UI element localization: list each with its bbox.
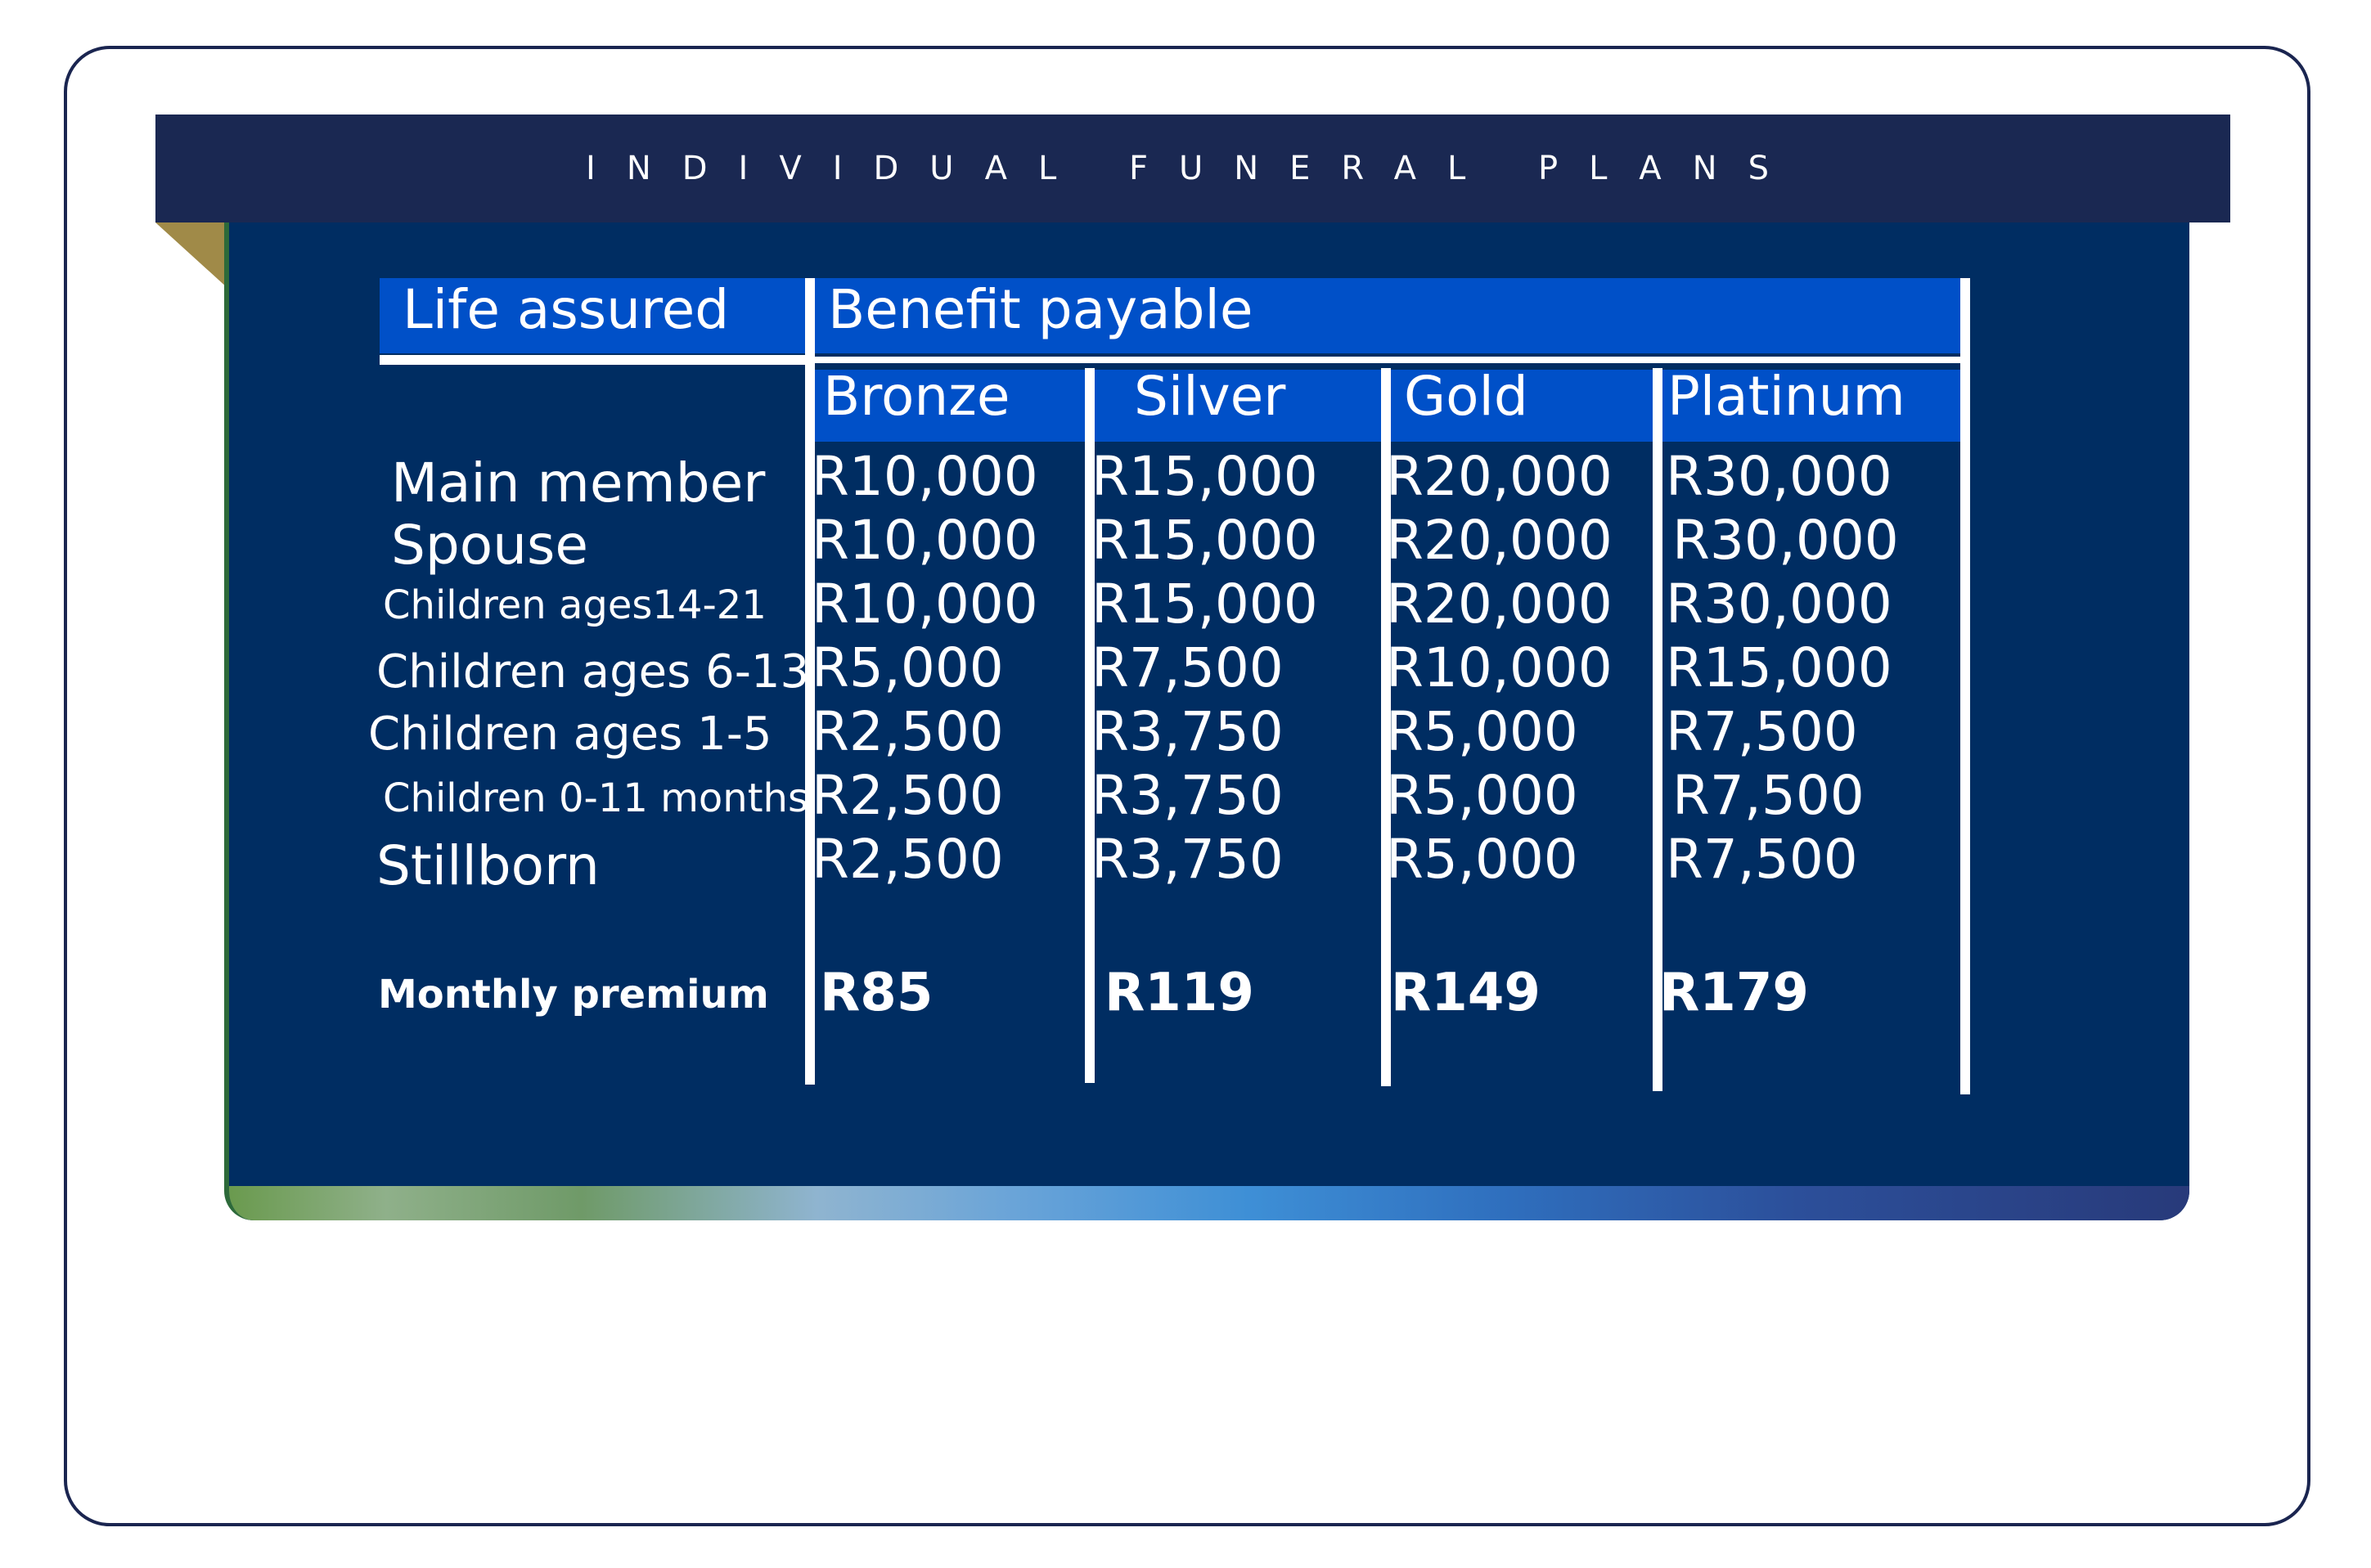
page-title: INDIVIDUAL FUNERAL PLANS xyxy=(586,150,1800,187)
tier-silver: Silver xyxy=(1134,365,1286,428)
value-silver-stillborn: R3,750 xyxy=(1091,828,1284,891)
title-bar xyxy=(155,115,2230,222)
value-platinum-children-14-21: R30,000 xyxy=(1666,573,1892,636)
value-gold-children-0-11: R5,000 xyxy=(1386,764,1578,827)
value-bronze-stillborn: R2,500 xyxy=(812,828,1004,891)
value-silver-children-14-21: R15,000 xyxy=(1091,573,1318,636)
value-silver-children-1-5: R3,750 xyxy=(1091,700,1284,763)
value-bronze-children-1-5: R2,500 xyxy=(812,700,1004,763)
value-gold-stillborn: R5,000 xyxy=(1386,828,1578,891)
value-gold-spouse: R20,000 xyxy=(1386,509,1613,572)
value-silver-main-member: R15,000 xyxy=(1091,445,1318,508)
value-bronze-children-0-11: R2,500 xyxy=(812,764,1004,827)
value-platinum-spouse: R30,000 xyxy=(1672,509,1899,572)
tier-gold: Gold xyxy=(1404,365,1528,428)
row-label-children-6-13: Children ages 6-13 xyxy=(376,645,810,699)
value-bronze-main-member: R10,000 xyxy=(812,445,1038,508)
tier-bronze: Bronze xyxy=(823,365,1010,428)
value-platinum-children-0-11: R7,500 xyxy=(1672,764,1865,827)
header-divider-left xyxy=(380,355,810,365)
value-bronze-spouse: R10,000 xyxy=(812,509,1038,572)
value-gold-children-14-21: R20,000 xyxy=(1386,573,1613,636)
gradient-strip xyxy=(229,1186,2189,1220)
value-gold-children-6-13: R10,000 xyxy=(1386,636,1613,699)
tier-platinum: Platinum xyxy=(1667,365,1905,428)
monthly-premium-label: Monthly premium xyxy=(378,972,769,1018)
row-label-spouse: Spouse xyxy=(391,514,588,577)
premium-platinum: R179 xyxy=(1659,963,1809,1023)
premium-silver: R119 xyxy=(1105,963,1254,1023)
life-assured-header: Life assured xyxy=(403,278,730,341)
value-platinum-children-1-5: R7,500 xyxy=(1666,700,1858,763)
plans-panel xyxy=(224,222,2189,1220)
row-label-children-0-11-months: Children 0-11 months xyxy=(383,775,808,821)
benefit-payable-header: Benefit payable xyxy=(828,278,1253,341)
value-gold-children-1-5: R5,000 xyxy=(1386,700,1578,763)
value-silver-children-6-13: R7,500 xyxy=(1091,636,1284,699)
row-label-children-1-5: Children ages 1-5 xyxy=(368,708,772,761)
premium-bronze: R85 xyxy=(820,963,934,1023)
value-silver-spouse: R15,000 xyxy=(1091,509,1318,572)
value-gold-main-member: R20,000 xyxy=(1386,445,1613,508)
row-label-children-14-21: Children ages14-21 xyxy=(383,582,767,628)
premium-gold: R149 xyxy=(1391,963,1541,1023)
value-silver-children-0-11: R3,750 xyxy=(1091,764,1284,827)
row-label-stillborn: Stillborn xyxy=(376,834,600,897)
value-bronze-children-14-21: R10,000 xyxy=(812,573,1038,636)
column-divider-5 xyxy=(1960,278,1970,1094)
value-bronze-children-6-13: R5,000 xyxy=(812,636,1004,699)
corner-fold xyxy=(155,222,227,288)
value-platinum-stillborn: R7,500 xyxy=(1666,828,1858,891)
row-label-main-member: Main member xyxy=(391,452,766,514)
header-divider-right xyxy=(810,357,1970,363)
value-platinum-main-member: R30,000 xyxy=(1666,445,1892,508)
value-platinum-children-6-13: R15,000 xyxy=(1666,636,1892,699)
